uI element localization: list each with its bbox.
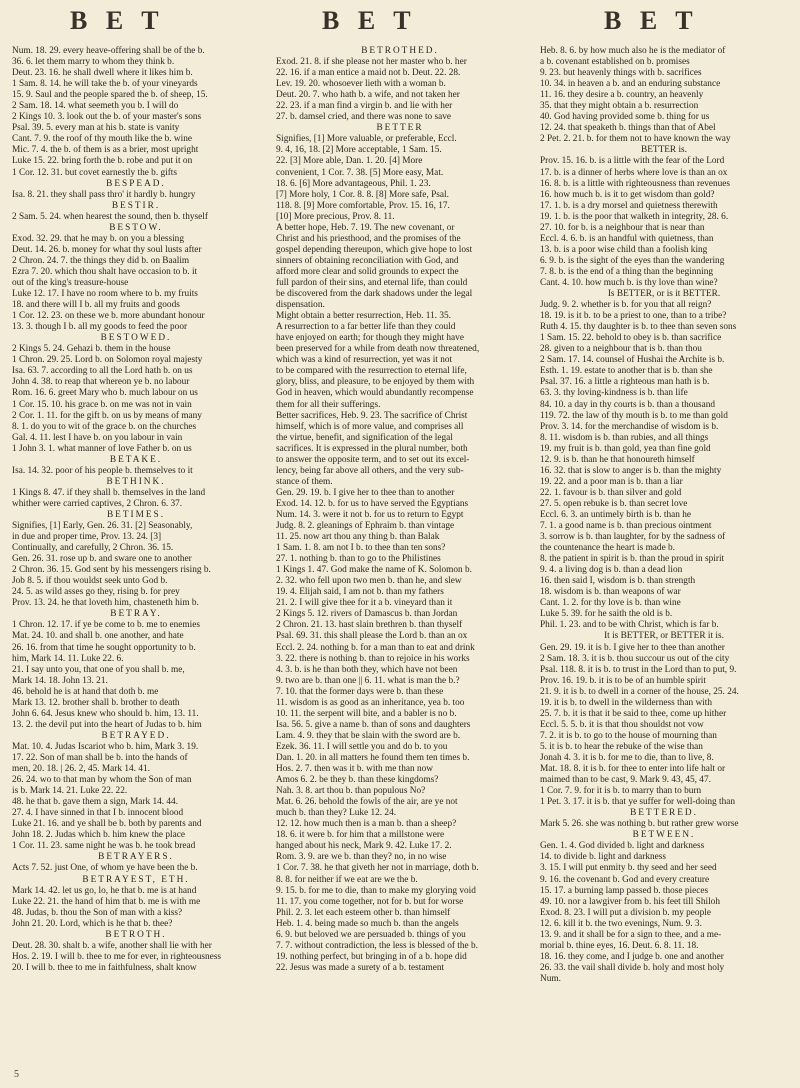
concordance-line: convenient, 1 Cor. 7. 38. [5] More easy, Mat.	[276, 167, 444, 178]
concordance-line: 1 John 3. 1. what manner of love Father b. on us	[12, 443, 192, 454]
concordance-line: him, Mark 14. 11. Luke 22. 6.	[12, 653, 124, 664]
concordance-line: 9. 4, 16, 18. [2] More acceptable, 1 Sam. 15.	[276, 145, 442, 156]
concordance-line: 118. 8. [9] More comfortable, Prov. 15. 16, 17.	[276, 200, 450, 211]
concordance-line: BETROTHED.	[361, 46, 439, 56]
concordance-line: whither were carried captives, 2 Chron. 6. 37.	[12, 498, 183, 509]
concordance-line: Judg. 9. 2. whether is b. for you that all reign?	[540, 300, 712, 311]
concordance-line: 2 Kings 5. 12. rivers of Damascus b. than Jordan	[276, 609, 458, 620]
column-middle	[276, 46, 524, 1082]
concordance-line: 11. 25. now art thou any thing b. than Balak	[276, 532, 440, 543]
concordance-line: Ezra 7. 20. which thou shalt have occasion to b. it	[12, 266, 198, 277]
concordance-line: 8. 1. do you to wit of the grace b. on the churches	[12, 421, 197, 432]
concordance-line: maimed than to be cast, 9. Mark 9. 43, 45, 47.	[540, 775, 711, 786]
concordance-line: 21. 2. I will give thee for it a b. vineyard than it	[276, 598, 453, 609]
concordance-line: Exod. 21. 8. if she please not her master who b. her	[276, 57, 467, 68]
concordance-line: 18. 6. it were b. for him that a millstone were	[276, 830, 445, 841]
concordance-line: Eccl. 4. 6. b. is an handful with quietness, than	[540, 233, 714, 244]
concordance-line: 6. 9. b. is the sight of the eyes than the wandering	[540, 255, 725, 266]
concordance-line: Hos. 2. 19. I will b. thee to me for ever, in righteousness	[12, 951, 222, 962]
running-header-middle: B E T	[322, 6, 417, 35]
concordance-line: 17. 1. b. is a dry morsel and quietness therewith	[540, 200, 718, 211]
concordance-line: Eccl. 2. 24. nothing b. for a man than to eat and drink	[276, 642, 475, 653]
concordance-line: 21. I say unto you, that one of you shall b. me,	[12, 664, 185, 675]
concordance-line: 46. behold he is at hand that doth b. me	[12, 686, 159, 697]
concordance-line: Amos 6. 2. be they b. than these kingdoms?	[276, 775, 439, 786]
concordance-line: 8. 11. wisdom is b. than rubies, and all things	[540, 432, 709, 443]
concordance-line: 3. sorrow is b. than laughter, for by the sadness of	[540, 532, 726, 543]
concordance-line: Isa. 56. 5. give a name b. than of sons and daughters	[276, 719, 471, 730]
concordance-line: be discovered from the dark shadows under the legal	[276, 289, 473, 300]
concordance-line: Gen. 29. 19. it is b. I give her to thee than another	[540, 642, 725, 653]
concordance-line: BETRAYED.	[101, 730, 171, 741]
concordance-line: 2 Chron. 24. 7. the things they did b. on Baalim	[12, 255, 190, 266]
concordance-line: John 21. 20. Lord, which is he that b. thee?	[12, 918, 173, 929]
concordance-line: 3. 15. I will put enmity b. thy seed and her seed	[540, 863, 717, 874]
concordance-line: Mark 5. 26. she was nothing b. but rather grew worse	[540, 819, 739, 830]
concordance-line: 1 Chron. 12. 17. if ye be come to b. me to enemies	[12, 620, 200, 631]
concordance-line: hanged about his neck, Mark 9. 42. Luke 17. 2.	[276, 841, 452, 852]
concordance-line: Prov. 16. 19. b. it is to be of an humble spirit	[540, 675, 706, 686]
concordance-line: 7. 8. b. is the end of a thing than the beginning	[540, 266, 713, 277]
concordance-line: 22. 1. favour is b. than silver and gold	[540, 487, 682, 498]
concordance-line: in due and proper time, Prov. 13. 24. [3]	[12, 532, 162, 543]
concordance-line: BESTOWED.	[100, 333, 172, 344]
concordance-line: BETTER is.	[641, 145, 687, 156]
concordance-line: Exod. 8. 23. I will put a division b. my people	[540, 907, 711, 918]
concordance-line: sinners of obtaining reconciliation with God, and	[276, 255, 459, 266]
concordance-line: 18. 16. they come, and I judge b. one and another	[540, 951, 724, 962]
concordance-line: 19. 1. b. is the poor that walketh in integrity, 28. 6.	[540, 211, 729, 222]
concordance-line: Rom. 16. 6. greet Mary who b. much labour on us	[12, 388, 198, 399]
concordance-line: 24. 5. as wild asses go they, rising b. for prey	[12, 587, 180, 598]
concordance-line: Hos. 2. 7. then was it b. with me than now	[276, 764, 433, 775]
concordance-line: Phil. 1. 23. and to be with Christ, which is far b.	[540, 620, 719, 631]
concordance-line: BETWEEN.	[632, 830, 696, 841]
concordance-line: 11. 17. you come together, not for b. but for worse	[276, 896, 464, 907]
concordance-line: Lev. 19. 20. whosoever lieth with a woman b.	[276, 79, 446, 90]
concordance-line: 9. two are b. than one || 6. 11. what is man the b.?	[276, 675, 460, 686]
concordance-line: 12. 12. how much then is a man b. than a sheep?	[276, 819, 457, 830]
concordance-line: [10] More precious, Prov. 8. 11.	[276, 211, 395, 222]
concordance-line: Prov. 3. 14. for the merchandise of wisdom is b.	[540, 421, 719, 432]
concordance-line: full pardon of their sins, and eternal life, than could	[276, 277, 468, 288]
concordance-line: dispensation.	[276, 300, 325, 311]
concordance-line: 2. 32. who fell upon two men b. than he, and slew	[276, 576, 462, 587]
concordance-line: 1 Sam. 1. 8. am not I b. to thee than ten sons?	[276, 543, 446, 554]
concordance-line: Cant. 7. 9. the roof of thy mouth like the b. wine	[12, 134, 192, 145]
concordance-line: Luke 5. 39. for he saith the old is b.	[540, 609, 673, 620]
concordance-line: 1 Kings 1. 47. God make the name of K. Solomon b.	[276, 565, 472, 576]
concordance-line: 2 Sam. 18. 14. what seemeth you b. I will do	[12, 101, 179, 112]
concordance-line: men, 20. 18. | 26. 2, 45. Mark 14. 41.	[12, 764, 150, 775]
concordance-line: 7. 7. without contradiction, the less is blessed of the b.	[276, 940, 478, 951]
concordance-line: 19. it is b. to dwell in the wilderness than with	[540, 697, 712, 708]
concordance-line: stance of them.	[276, 476, 333, 487]
concordance-line: Mat. 18. 8. it is b. for thee to enter into life halt or	[540, 764, 726, 775]
concordance-line: Luke 21. 16. and ye shall be b. both by parents and	[12, 819, 202, 830]
concordance-line: Prov. 15. 16. b. is a little with the fear of the Lord	[540, 156, 725, 167]
concordance-line: 1 Cor. 12. 31. but covet earnestly the b. gifts	[12, 167, 177, 178]
concordance-line: Job 8. 5. if thou wouldst seek unto God b.	[12, 576, 168, 587]
concordance-line: Isa. 14. 32. poor of his people b. themselves to it	[12, 465, 193, 476]
concordance-line: Mat. 10. 4. Judas Iscariot who b. him, Mark 3. 19.	[12, 741, 199, 752]
concordance-line: 22. Jesus was made a surety of a b. testament	[276, 962, 445, 973]
concordance-line: Cant. 4. 10. how much b. is thy love than wine?	[540, 277, 718, 288]
concordance-line: Jonah 4. 3. it is b. for me to die, than to live, 8.	[540, 753, 714, 763]
concordance-line: 27. b. damsel cried, and there was none to save	[276, 112, 452, 123]
concordance-line: Judg. 8. 2. gleanings of Ephraim b. than vintage	[276, 521, 455, 532]
concordance-line: 13. 2. the devil put into the heart of Judas to b. him	[12, 719, 202, 730]
concordance-line: 25. 7. b. it is that it be said to thee, come up hither	[540, 708, 727, 719]
page-number: 5	[14, 1069, 19, 1080]
concordance-line: 22. 23. if a man find a virgin b. and lie with her	[276, 101, 453, 112]
concordance-line: Deut. 28. 30. shalt b. a wife, another shall lie with her	[12, 940, 212, 951]
concordance-line: 27. 1. nothing b. than to go to the Philistines	[276, 554, 441, 565]
concordance-line: much b. than they? Luke 12. 24.	[276, 808, 397, 819]
column-left	[12, 46, 260, 1082]
concordance-line: 4. 3. b. is he than both they, which have not been	[276, 664, 458, 675]
column-right	[540, 46, 788, 1082]
concordance-line: BETTERED.	[630, 808, 698, 819]
concordance-line: 48. Judas, b. thou the Son of man with a kiss?	[12, 907, 183, 918]
concordance-line: Gen. 1. 4. God divided b. light and darkness	[540, 841, 705, 852]
concordance-line: 36. 6. let them marry to whom they think b.	[12, 57, 175, 68]
concordance-line: Signifies, [1] More valuable, or preferable, Eccl.	[276, 134, 457, 145]
concordance-line: Acts 7. 52. just One, of whom ye have been the b.	[12, 863, 198, 874]
concordance-line: Rom. 3. 9. are we b. than they? no, in no wise	[276, 852, 447, 863]
concordance-line: 8. the patient in spirit is b. than the proud in spirit	[540, 554, 725, 565]
concordance-line: BESTIR.	[111, 200, 161, 211]
concordance-line: 13. b. is a poor wise child than a foolish king	[540, 244, 708, 255]
concordance-line: Christ and his priesthood, and the promises of the	[276, 233, 461, 244]
concordance-line: 17. b. is a dinner of herbs where love is than an ox	[540, 167, 728, 178]
concordance-line: 35. that they might obtain a b. resurrection	[540, 101, 699, 112]
concordance-line: Cant. 1. 2. for thy love is b. than wine	[540, 598, 681, 609]
concordance-line: Deut. 14. 26. b. money for what thy soul lusts after	[12, 244, 202, 255]
concordance-line: 1 Pet. 3. 17. it is b. that ye suffer for well-doing than	[540, 797, 736, 808]
running-header-left: B E T	[70, 6, 165, 35]
running-header-right: B E T	[604, 6, 699, 35]
concordance-line: 1 Sam. 15. 22. behold to obey is b. than sacrifice	[540, 333, 722, 344]
concordance-line: Mark 14. 42. let us go, lo, he that b. me is at hand	[12, 885, 197, 896]
concordance-line: 40. God having provided some b. thing for us	[540, 112, 710, 123]
concordance-line: 13. 9. and it shall be for a sign to thee, and a me-	[540, 929, 722, 940]
concordance-line: Esth. 1. 19. estate to another that is b. than she	[540, 366, 713, 377]
concordance-line: Luke 22. 21. the hand of him that b. me is with me	[12, 896, 201, 907]
concordance-line: 18. 19. is it b. to be a priest to one, than to a tribe?	[540, 311, 727, 322]
concordance-line: Mark 14. 18. John 13. 21.	[12, 675, 108, 686]
concordance-line: 9. 16. the covenant b. God and every creature	[540, 874, 710, 885]
concordance-line: Deut. 20. 7. who hath b. a wife, and not taken her	[276, 90, 460, 101]
concordance-line: 2 Chron. 21. 13. hast slain brethren b. than thyself	[276, 620, 463, 631]
concordance-line: 2 Kings 10. 3. look out the b. of your master's sons	[12, 112, 202, 123]
concordance-line: Eccl. 6. 3. an untimely birth is b. than he	[540, 509, 692, 520]
concordance-line: Gal. 4. 11. lest I have b. on you labour in vain	[12, 432, 183, 443]
concordance-line: 12. 24. that speaketh b. things than that of Abel	[540, 123, 716, 134]
concordance-line: Dan. 1. 20. in all matters he found them ten times b.	[276, 753, 470, 763]
concordance-line: Ezek. 36. 11. I will settle you and do b. to you	[276, 741, 448, 752]
concordance-line: 18. 6. [6] More advantageous, Phil. 1. 23.	[276, 178, 431, 189]
concordance-line: 2 Chron. 36. 15. God sent by his messengers rising b.	[12, 565, 211, 576]
concordance-line: 1 Cor. 11. 23. same night he was b. he took bread	[12, 841, 196, 852]
concordance-line: 27. 5. open rebuke is b. than secret love	[540, 498, 688, 509]
concordance-line: Exod. 32. 29. that he may b. on you a blessing	[12, 233, 184, 244]
concordance-line: God in heaven, which would abundantly recompense	[276, 388, 474, 399]
concordance-line: Better sacrifices, Heb. 9. 23. The sacrifice of Christ	[276, 410, 468, 421]
running-headers	[0, 6, 800, 46]
concordance-line: 2 Cor. 1. 11. for the gift b. on us by means of many	[12, 410, 202, 421]
concordance-line: Eccl. 5. 5. b. it is that thou shouldst not vow	[540, 719, 704, 730]
concordance-line: Might obtain a better resurrection, Heb. 11. 35.	[276, 311, 451, 322]
concordance-line: BETAKE.	[109, 454, 163, 465]
concordance-line: 15. 9. Saul and the people spared the b. of sheep, 15.	[12, 90, 208, 101]
concordance-line: out of the king's treasure-house	[12, 277, 129, 288]
concordance-line: Num.	[540, 973, 561, 984]
concordance-line: Num. 18. 29. every heave-offering shall be of the b.	[12, 46, 205, 56]
concordance-line: BESPEAD.	[106, 178, 166, 189]
concordance-line: 18. and there will I b. all my fruits and goods	[12, 300, 180, 311]
concordance-line: Mark 13. 12. brother shall b. brother to death	[12, 697, 180, 708]
concordance-line: 2 Sam. 18. 3. it is b. thou succour us out of the city	[540, 653, 730, 664]
concordance-line: gospel depending thereupon, which give hope to lost	[276, 244, 473, 255]
concordance-line: morial b. thine eyes, 16. Deut. 6. 8. 11. 18.	[540, 940, 699, 951]
concordance-line: Psal. 118. 8. it is b. to trust in the Lord than to put, 9.	[540, 664, 737, 675]
concordance-line: 21. 9. it is b. to dwell in a corner of the house, 25. 24.	[540, 686, 739, 697]
concordance-line: Psal. 37. 16. a little a righteous man hath is b.	[540, 377, 710, 388]
concordance-line: 18. wisdom is b. than weapons of war	[540, 587, 681, 598]
concordance-line: Psal. 69. 31. this shall please the Lord b. than an ox	[276, 631, 468, 642]
concordance-line: BETROTH.	[105, 929, 167, 940]
concordance-line: them for all their sufferings.	[276, 399, 381, 410]
concordance-line: been preserved for a while from death now threatened,	[276, 344, 480, 355]
concordance-line: himself, which is of more value, and comprises all	[276, 421, 464, 432]
concordance-line: 20. I will b. thee to me in faithfulness, shalt know	[12, 962, 197, 973]
concordance-line: 2 Kings 5. 24. Gehazi b. them in the house	[12, 344, 171, 355]
concordance-line: 19. nothing perfect, but bringing in of a b. hope did	[276, 951, 467, 962]
concordance-line: 22. [3] More able, Dan. 1. 20. [4] More	[276, 156, 423, 167]
concordance-line: John 6. 64. Jesus knew who should b. him, 13. 11.	[12, 708, 199, 719]
concordance-line: John 4. 38. to reap that whereon ye b. no labour	[12, 377, 190, 388]
concordance-line: 8. 8. for neither if we eat are we the b.	[276, 874, 418, 885]
concordance-line: 48. he that b. gave them a sign, Mark 14. 44.	[12, 797, 179, 808]
concordance-line: 1 Kings 8. 47. if they shall b. themselves in the land	[12, 487, 206, 498]
concordance-line: Isa. 8. 21. they shall pass thro' it hardly b. hungry	[12, 189, 196, 200]
concordance-line: 17. 22. Son of man shall be b. into the hands of	[12, 753, 188, 763]
concordance-line: Luke 15. 22. bring forth the b. robe and put it on	[12, 156, 193, 167]
concordance-line: 27. 10. for b. is a neighbour that is near than	[540, 222, 705, 233]
concordance-line: 16. 8. b. is a little with righteousness than revenues	[540, 178, 731, 189]
concordance-line: glory, bliss, and pleasure, to be enjoyed by them with	[276, 377, 475, 388]
concordance-line: a b. covenant established on b. promises	[540, 57, 690, 68]
concordance-line: BETIMES.	[106, 509, 166, 520]
concordance-line: 13. 3. though I b. all my goods to feed the poor	[12, 322, 188, 333]
concordance-line: 9. 15. b. for me to die, than to make my glorying void	[276, 885, 476, 896]
concordance-line: 27. 4. I have sinned in that I b. innocent blood	[12, 808, 184, 819]
concordance-line: 119. 72. the law of thy mouth is b. to me than gold	[540, 410, 728, 421]
concordance-line: Continually, and carefully, 2 Chron. 36. 15.	[12, 543, 174, 554]
concordance-line: 15. 17. a burning lamp passed b. those pieces	[540, 885, 709, 896]
concordance-line: have enjoyed on earth; for though they might have	[276, 333, 464, 344]
concordance-line: Num. 14. 3. were it not b. for us to return to Egypt	[276, 509, 464, 520]
concordance-line: John 18. 2. Judas which b. him knew the place	[12, 830, 185, 841]
concordance-line: Exod. 14. 12. b. for us to have served the Egyptians	[276, 498, 469, 509]
concordance-line: BETTER	[376, 123, 424, 134]
concordance-line: 7. 1. a good name is b. than precious ointment	[540, 521, 712, 532]
concordance-line: the countenance the heart is made b.	[540, 543, 676, 554]
concordance-line: 26. 16. from that time he sought opportunity to b.	[12, 642, 196, 653]
concordance-line: 2 Pet. 2. 21. b. for them not to have known the way	[540, 134, 731, 145]
concordance-line: A better hope, Heb. 7. 19. The new covenant, or	[276, 222, 455, 233]
concordance-line: 14. to divide b. light and darkness	[540, 852, 667, 863]
concordance-line: the virtue, benefit, and signification of the legal	[276, 432, 453, 443]
concordance-line: Prov. 13. 24. he that loveth him, chasteneth him b.	[12, 598, 199, 609]
concordance-line: Nah. 3. 8. art thou b. than populous No?	[276, 786, 426, 797]
concordance-line: 7. 10. that the former days were b. than these	[276, 686, 444, 697]
concordance-line: 9. 4. a living dog is b. than a dead lion	[540, 565, 683, 576]
concordance-line: 19. 4. Elijah said, I am not b. than my fathers	[276, 587, 444, 598]
concordance-line: Is BETTER, or is it BETTER.	[607, 289, 721, 300]
concordance-line: 1 Cor. 7. 38. he that giveth her not in marriage, doth b.	[276, 863, 479, 874]
concordance-line: [7] More holy, 1 Cor. 8. 8. [8] More safe, Psal.	[276, 189, 449, 200]
concordance-line: 1 Cor. 15. 10. his grace b. on me was not in vain	[12, 399, 192, 410]
concordance-line: 10. 11. the serpent will bite, and a babler is no b.	[276, 708, 457, 719]
concordance-line: to be compared with the resurrection to eternal life,	[276, 366, 467, 377]
concordance-line: 1 Cor. 12. 23. on these we b. more abundant honour	[12, 311, 205, 322]
concordance-line: afford more clear and solid grounds to expect the	[276, 266, 459, 277]
concordance-line: Heb. 8. 6. by how much also he is the mediator of	[540, 46, 726, 56]
concordance-line: Mat. 6. 26. behold the fowls of the air, are ye not	[276, 797, 458, 808]
concordance-line: 26. 33. the vail shall divide b. holy and most holy	[540, 962, 725, 973]
concordance-line: Phil. 2. 3. let each esteem other b. than himself	[276, 907, 451, 918]
concordance-line: 16. then said I, wisdom is b. than strength	[540, 576, 696, 587]
concordance-line: Heb. 1. 4. being made so much b. than the angels	[276, 918, 459, 929]
concordance-line: 1 Sam. 8. 14. he will take the b. of your vineyards	[12, 79, 198, 90]
concordance-line: BETRAY.	[110, 609, 162, 620]
concordance-line: 16. how much b. is it to get wisdom than gold?	[540, 189, 715, 200]
concordance-line: 12. 6. kill it b. the two evenings, Num. 9. 3.	[540, 918, 702, 929]
concordance-line: 84. 10. a day in thy courts is b. than a thousand	[540, 399, 716, 410]
concordance-line: 63. 3. thy loving-kindness is b. than life	[540, 388, 688, 399]
concordance-line: Mic. 7. 4. the b. of them is as a brier, most upright	[12, 145, 199, 156]
concordance-line: 49. 10. nor a lawgiver from b. his feet till Shiloh	[540, 896, 720, 907]
concordance-line: Luke 12. 17. I have no room where to b. my fruits	[12, 289, 198, 300]
concordance-line: 10. 34. in heaven a b. and an enduring substance	[540, 79, 721, 90]
concordance-line: 11. 16. they desire a b. country, an heavenly	[540, 90, 704, 101]
concordance-line: Deut. 23. 16. he shall dwell where it likes him b.	[12, 68, 193, 79]
concordance-line: Mat. 24. 10. and shall b. one another, and hate	[12, 631, 184, 642]
concordance-line: Signifies, [1] Early, Gen. 26. 31. [2] Seasonably,	[12, 521, 193, 532]
concordance-line: Psal. 39. 5. every man at his b. state is vanity	[12, 123, 180, 134]
concordance-line: BETRAYERS.	[98, 852, 174, 863]
concordance-line: 28. given to a neighbour that is b. than thou	[540, 344, 702, 355]
concordance-line: Gen. 26. 31. rose up b. and sware one to another	[12, 554, 192, 565]
concordance-line: 1 Cor. 7. 9. for it is b. to marry than to burn	[540, 786, 702, 797]
concordance-line: Ruth 4. 15. thy daughter is b. to thee than seven sons	[540, 322, 737, 333]
concordance-line: to answer the opposite term, and to set out its excel-	[276, 454, 470, 465]
concordance-line: BETHINK.	[106, 476, 166, 487]
concordance-line: 19. my fruit is b. than gold, yea than fine gold	[540, 443, 711, 454]
concordance-line: It is BETTER, or BETTER it is.	[604, 631, 724, 642]
concordance-line: 11. wisdom is as good as an inheritance, yea b. too	[276, 697, 465, 708]
concordance-line: Isa. 63. 7. according to all the Lord hath b. on us	[12, 366, 193, 377]
concordance-line: BESTOW.	[109, 222, 163, 233]
concordance-line: 6. 9. but beloved we are persuaded b. things of you	[276, 929, 466, 940]
concordance-line: 2 Sam. 17. 14. counsel of Hushai the Archite is b.	[540, 355, 725, 366]
concordance-line: 2 Sam. 5. 24. when hearest the sound, then b. thyself	[12, 211, 208, 222]
concordance-line: 16. 32. that is slow to anger is b. than the mighty	[540, 465, 722, 476]
concordance-line: Gen. 29. 19. b. I give her to thee than to another	[276, 487, 455, 498]
concordance-line: 7. 2. it is b. to go to the house of mourning than	[540, 730, 717, 741]
concordance-line: 1 Chron. 29. 25. Lord b. on Solomon royal majesty	[12, 355, 203, 366]
concordance-line: 26. 24. wo to that man by whom the Son of man	[12, 775, 192, 786]
concordance-line: is b. Mark 14. 21. Luke 22. 22.	[12, 786, 128, 797]
concordance-line: 22. 16. if a man entice a maid not b. Deut. 22. 28.	[276, 68, 461, 79]
concordance-line: 19. 22. and a poor man is b. than a liar	[540, 476, 683, 487]
concordance-line: lency, being far above all others, and the very sub-	[276, 465, 464, 476]
concordance-line: 12. 9. is b. than he that honoureth himself	[540, 454, 695, 465]
concordance-line: sacrifices. It is expressed in the plural number, both	[276, 443, 468, 454]
concordance-line: 5. it is b. to hear the rebuke of the wise than	[540, 741, 703, 752]
concordance-line: which was a kind of resurrection, yet was it not	[276, 355, 453, 366]
concordance-line: Lam. 4. 9. they that be slain with the sword are b.	[276, 730, 461, 741]
concordance-line: 9. 23. but heavenly things with b. sacrifices	[540, 68, 702, 79]
concordance-line: 3. 22. there is nothing b. than to rejoice in his works	[276, 653, 470, 664]
concordance-line: A resurrection to a far better life than they could	[276, 322, 456, 333]
concordance-line: BETRAYEST, ETH.	[82, 874, 190, 885]
